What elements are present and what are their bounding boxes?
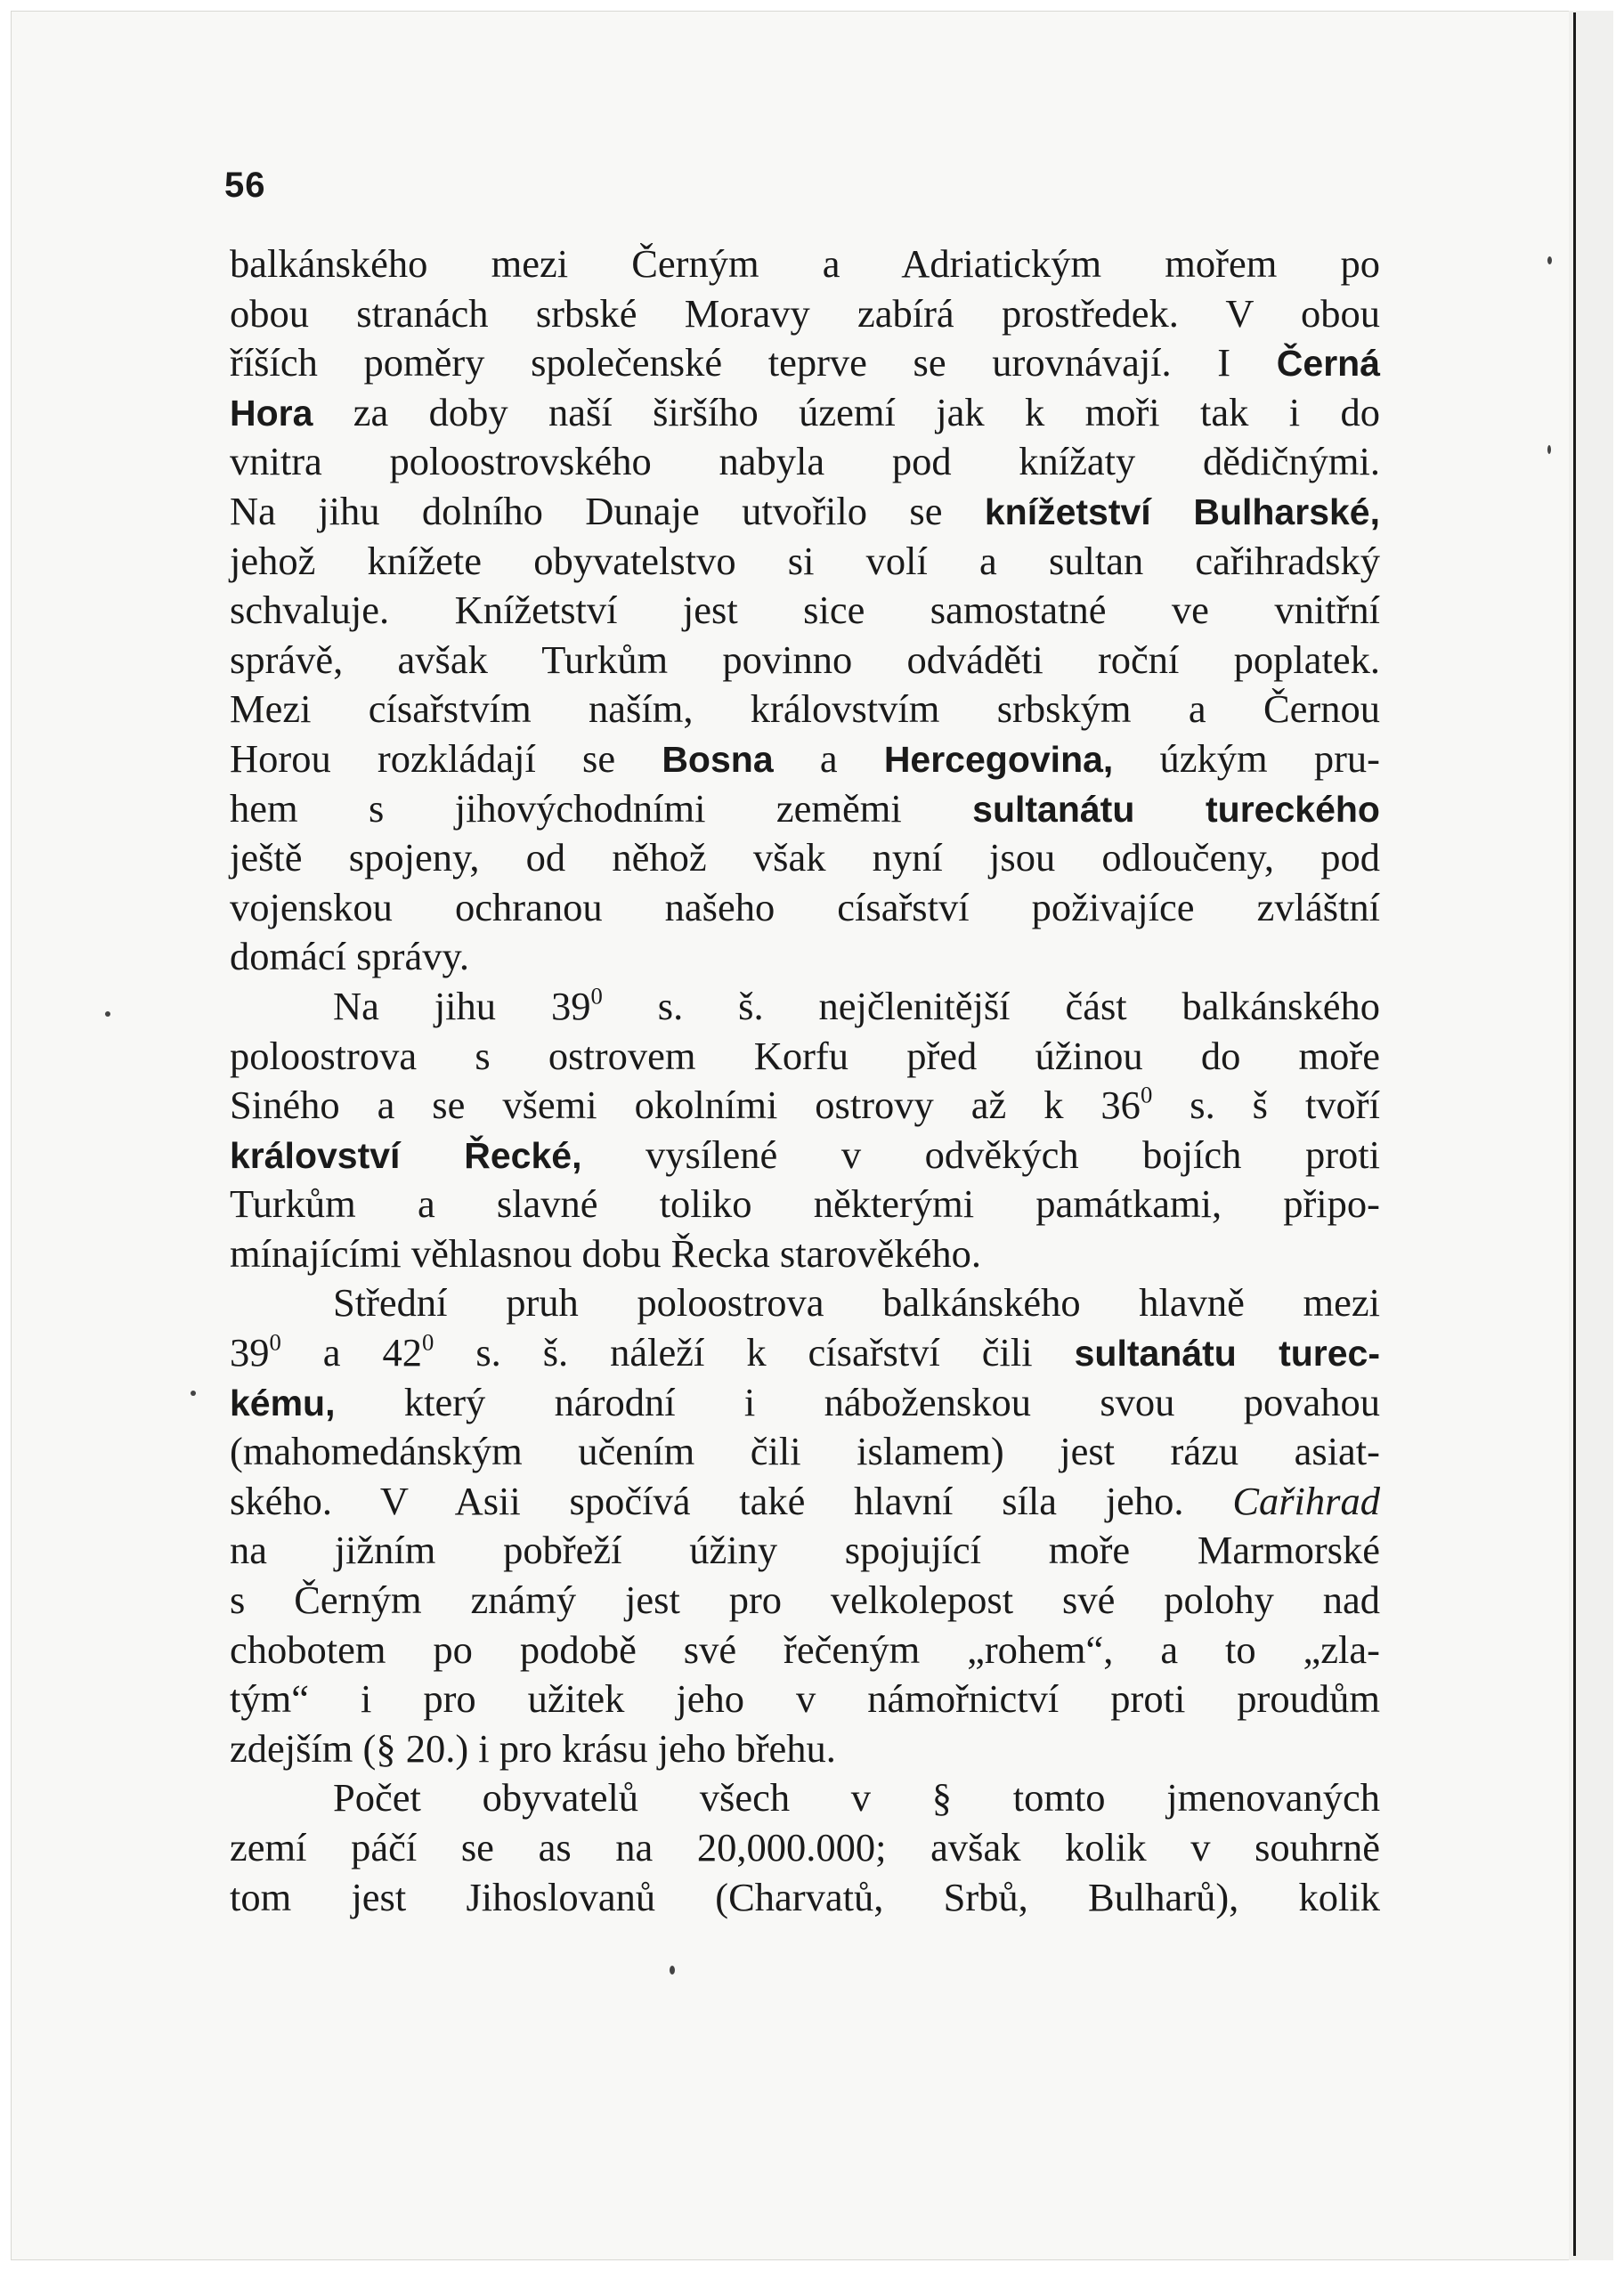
text-line [230,1626,1380,1675]
text-segment: obou stranách srbské Moravy zabírá prostředek. V obou [230,290,1380,336]
degree-mark: 0 [422,1328,434,1356]
text-line [230,1081,1380,1131]
emphasized-term: Bosna [662,738,774,780]
text-segment: říších poměry společenské teprve se urovnávají. I [230,340,1277,385]
scan-speck [1547,445,1551,454]
text-segment: zdejším (§ 20.) i pro krásu jeho břehu. [230,1725,836,1771]
text-line [230,685,1380,734]
text-line [230,1032,1380,1082]
text-line [230,734,1380,784]
text-segment: Horou rozkládají se [230,735,662,781]
text-segment: s Černým známý jest pro velkolepost své polohy nad [230,1578,1380,1623]
text-line [230,1131,1380,1180]
text-segment: na jižním pobřeží úžiny spojující moře Marmorské [230,1528,1380,1573]
text-line [230,1180,1380,1229]
emphasized-term: sultanátu tureckého [972,788,1380,830]
emphasized-term: Hercegovina, [883,738,1114,780]
body-text [230,239,1380,1922]
text-segment: Na jihu dolního Dunaje utvořilo se [230,488,985,533]
text-segment: tým“ i pro užitek jeho v námořnictví proti proudům [230,1676,1380,1722]
text-segment: (mahomedánským učením čili islamem) jest rázu asiat- [230,1429,1380,1474]
emphasized-term: sultanátu turec- [1074,1333,1380,1375]
text-line [230,784,1380,834]
text-segment: za doby naší širšího území jak k moři tak i do [313,389,1380,434]
text-segment: který národní i náboženskou svou povahou [335,1379,1380,1424]
text-line [230,1526,1380,1576]
text-segment: schvaluje. Knížetství jest sice samostatné ve vnitřní [230,588,1380,633]
text-line [230,1278,1380,1328]
scan-speck [1547,256,1552,264]
text-line [230,1823,1380,1873]
text-segment: domácí správy. [230,934,469,979]
text-line [230,437,1380,487]
scan-speck [191,1391,196,1396]
text-segment: s. š. nejčlenitější část balkánského [602,983,1380,1028]
text-line [230,239,1380,289]
text-line [230,1724,1380,1774]
text-line [230,537,1380,587]
degree-mark: 0 [269,1328,281,1356]
text-segment: ještě spojeny, od něhož však nyní jsou odloučeny, pod [230,835,1380,880]
emphasized-term: Hora [230,392,313,434]
text-segment: Počet obyvatelů všech v § tomto jmenovaných [333,1775,1380,1821]
text-segment: mínajícími věhlasnou dobu Řecka starověkého. [230,1230,982,1276]
text-line [230,487,1380,537]
text-line [230,636,1380,685]
scan-speck [105,1011,110,1017]
text-line [230,883,1380,933]
text-line [230,982,1380,1032]
text-line [230,1328,1380,1378]
text-segment: vysílené v odvěkých bojích proti [581,1131,1381,1177]
text-line [230,932,1380,982]
text-line [230,1873,1380,1923]
text-segment: a [773,735,884,781]
text-segment: 39 [230,1330,270,1375]
text-segment: s. š tvoří [1152,1083,1380,1128]
emphasized-term: království Řecké, [230,1134,582,1176]
degree-mark: 0 [1140,1081,1153,1108]
text-segment: zemí páčí se as na 20,000.000; avšak kolik v souhrně [230,1825,1380,1870]
text-segment: Mezi císařstvím naším, královstvím srbským a Černou [230,686,1380,732]
text-line [230,1229,1380,1279]
text-segment: Na jihu 39 [333,983,591,1028]
text-line [230,338,1380,388]
text-segment: úzkým pru- [1113,735,1380,781]
text-segment: Turkům a slavné toliko některými památkami, připo- [230,1181,1380,1227]
page-number: 56 [224,166,266,205]
text-segment: balkánského mezi Černým a Adriatickým mořem po [230,241,1380,286]
text-segment: správě, avšak Turkům povinno odváděti roční poplatek. [230,637,1380,682]
text-line [230,1477,1380,1527]
text-line [230,1773,1380,1823]
text-segment: hem s jihovýchodními zeměmi [230,785,973,831]
text-segment: chobotem po podobě své řečeným „rohem“, a to „zla- [230,1626,1380,1672]
italic-term: Cařihrad [1232,1478,1380,1523]
text-segment: vojenskou ochranou našeho císařství poživajíce zvláštní [230,884,1380,929]
text-line [230,1427,1380,1477]
text-segment: vnitra poloostrovského nabyla pod knížaty dědičnými. [230,439,1380,484]
text-segment: a 42 [280,1330,423,1375]
text-line [230,1675,1380,1724]
text-segment: tom jest Jihoslovanů (Charvatů, Srbů, Bulharů), kolik [230,1874,1380,1919]
text-segment: poloostrova s ostrovem Korfu před úžinou do moře [230,1033,1380,1078]
scan-speck [670,1966,675,1975]
text-line [230,1378,1380,1428]
text-line [230,833,1380,883]
degree-mark: 0 [590,982,603,1010]
text-line [230,586,1380,636]
text-line [230,1576,1380,1626]
text-line [230,289,1380,339]
text-segment: ského. V Asii spočívá také hlavní síla jeho. [230,1478,1233,1523]
text-segment: jehož knížete obyvatelstvo si volí a sultan cařihradský [230,538,1380,583]
emphasized-term: Černá [1276,343,1380,385]
text-segment: Střední pruh poloostrova balkánského hlavně mezi [333,1280,1380,1326]
text-line [230,388,1380,438]
text-segment: Siného a se všemi okolními ostrovy až k 36 [230,1083,1141,1128]
emphasized-term: kému, [230,1382,336,1423]
emphasized-term: knížetství Bulharské, [984,491,1380,532]
text-segment: s. š. náleží k císařství čili [434,1330,1075,1375]
binding-edge-line [1573,12,1576,2256]
